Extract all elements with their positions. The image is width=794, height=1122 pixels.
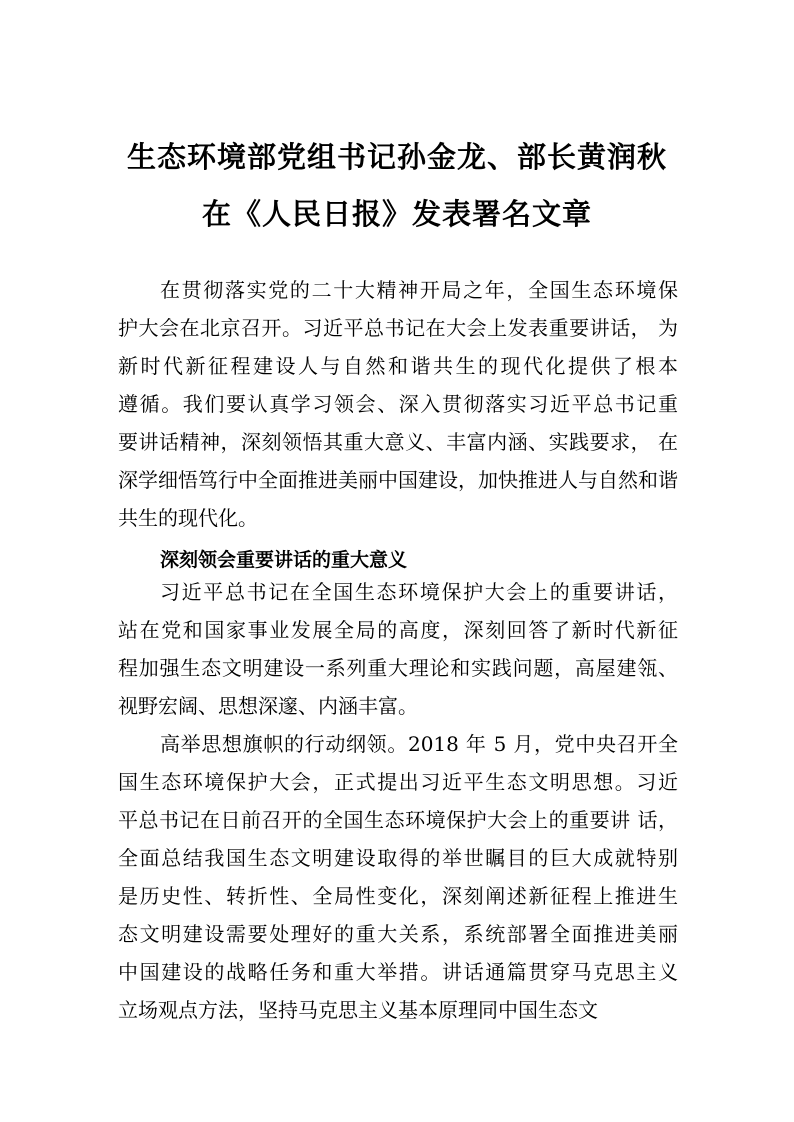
intro-line-5: 要讲话精神，深刻领悟其重大意义、丰富内涵、实践要求， 在 <box>118 430 678 454</box>
para2-line-4: 视野宏阔、思想深邃、内涵丰富。 <box>118 694 418 718</box>
intro-line-4: 遵循。我们要认真学习领会、深入贯彻落实习近平总书记重 <box>118 392 678 416</box>
intro-line-2: 护大会在北京召开。习近平总书记在大会上发表重要讲话， 为 <box>118 316 678 340</box>
para3-line-6: 态文明建设需要处理好的重大关系，系统部署全面推进美丽 <box>118 922 678 946</box>
para2-line-1: 习近平总书记在全国生态环境保护大会上的重要讲话， <box>160 580 678 604</box>
para3-line-3: 平总书记在日前召开的全国生态环境保护大会上的重要讲 话， <box>118 808 678 832</box>
article-title-line-2: 在《人民日报》发表署名文章 <box>201 197 592 231</box>
article-title-line-1: 生态环境部党组书记孙金龙、部长黄润秋 <box>126 140 667 174</box>
para2-line-3: 程加强生态文明建设一系列重大理论和实践问题，高屋建瓴、 <box>118 656 678 680</box>
para2-line-2: 站在党和国家事业发展全局的高度，深刻回答了新时代新征 <box>118 618 678 642</box>
para3-line-5: 是历史性、转折性、全局性变化，深刻阐述新征程上推进生 <box>118 884 678 908</box>
para3-line-2: 国生态环境保护大会，正式提出习近平生态文明思想。习近 <box>118 770 678 794</box>
intro-line-6: 深学细悟笃行中全面推进美丽中国建设，加快推进人与自然和谐 <box>118 468 678 492</box>
section-heading-significance: 深刻领会重要讲话的重大意义 <box>160 549 408 571</box>
intro-line-7: 共生的现代化。 <box>118 506 258 530</box>
intro-line-3: 新时代新征程建设人与自然和谐共生的现代化提供了根本 <box>118 354 678 378</box>
para3-line-4: 全面总结我国生态文明建设取得的举世瞩目的巨大成就特别 <box>118 846 678 870</box>
para3-line-1: 高举思想旗帜的行动纲领。2018 年 5 月，党中央召开全 <box>160 732 678 756</box>
intro-line-1: 在贯彻落实党的二十大精神开局之年，全国生态环境保 <box>160 278 678 302</box>
para3-line-8: 立场观点方法，坚持马克思主义基本原理同中国生态文 <box>118 998 598 1022</box>
para3-line-7: 中国建设的战略任务和重大举措。讲话通篇贯穿马克思主义 <box>118 960 678 984</box>
